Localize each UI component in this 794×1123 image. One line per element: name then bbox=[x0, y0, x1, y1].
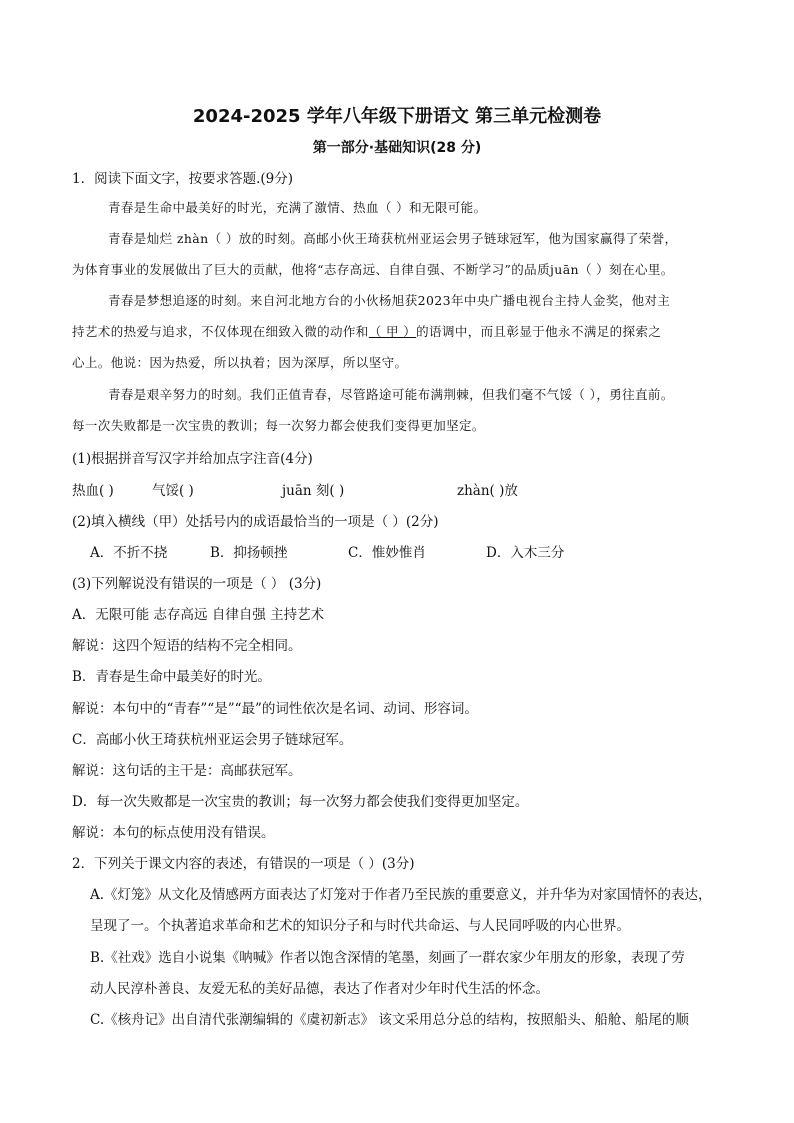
passage-paragraph-2-line-2: 为体育事业的发展做出了巨大的贡献，他将“志存高远、自律自强、不断学习”的品质juān（ ）刻在心里。 bbox=[72, 262, 674, 277]
section-heading: 第一部分·基础知识(28 分) bbox=[312, 140, 482, 156]
option-c: C．惟妙惟肖 bbox=[348, 545, 426, 561]
explanation-d: 解说：本句的标点使用没有错误。 bbox=[72, 825, 275, 841]
q2-option-c-line-1: C.《核舟记》出自清代张潮编辑的《虞初新志》 该文采用总分总的结构，按照船头、船舱、船尾的顺 bbox=[90, 1012, 689, 1028]
passage-paragraph-3-line-2 bbox=[72, 322, 661, 340]
fill-blank-item: juān 刻( ) bbox=[282, 483, 345, 499]
fill-blank-item: 气馁( ) bbox=[152, 483, 194, 499]
question-1-stem: 1．阅读下面文字，按要求答题.(9分) bbox=[72, 171, 294, 187]
q2-option-a-line-2: 呈现了一。个执著追求革命和艺术的知识分子和与时代共命运、与人民同呼吸的内心世界。 bbox=[90, 918, 630, 934]
q2-option-b-line-2: 动人民淳朴善良、友爱无私的美好品德，表达了作者对少年时代生活的怀念。 bbox=[90, 981, 549, 997]
sub-question-1: (1)根据拼音写汉字并给加点字注音(4分) bbox=[72, 451, 313, 467]
option-d-text: D．每一次失败都是一次宝贵的教训；每一次努力都会使我们变得更加坚定。 bbox=[72, 794, 529, 810]
option-a-text: A．无限可能 志存高远 自律自强 主持艺术 bbox=[72, 607, 325, 623]
explanation-a: 解说：这四个短语的结构不完全相同。 bbox=[72, 638, 302, 654]
passage-paragraph-2-line-1: 青春是灿烂 zhàn（ ）放的时刻。高邮小伙王琦获杭州亚运会男子链球冠军，他为国家赢得了荣誉， bbox=[108, 231, 678, 246]
fill-blank-item: 热血( ) bbox=[72, 483, 114, 499]
option-d: D．入木三分 bbox=[486, 545, 565, 561]
option-c-text: C．高邮小伙王琦获杭州亚运会男子链球冠军。 bbox=[72, 732, 353, 748]
fill-blank-item: zhàn( )放 bbox=[457, 483, 518, 499]
passage-text: 的语调中，而且彰显于他永不满足的探索之 bbox=[416, 324, 662, 339]
explanation-c: 解说：这句话的主干是：高邮获冠军。 bbox=[72, 763, 302, 779]
option-a: A．不折不挠 bbox=[90, 545, 168, 561]
options-row bbox=[90, 541, 564, 561]
q2-option-a-line-1: A.《灯笼》从文化及情感两方面表达了灯笼对于作者乃至民族的重要意义，并升华为对家国情怀的表达， bbox=[90, 887, 712, 903]
q2-option-b-line-1: B.《社戏》选自小说集《呐喊》作者以饱含深情的笔墨，刻画了一群农家少年朋友的形象，表现了劳 bbox=[90, 950, 685, 966]
explanation-b: 解说：本句中的“青春”“是”“最”的词性依次是名词、动词、形容词。 bbox=[72, 701, 478, 717]
sub-question-3: (3)下列解说没有错误的一项是（ ） (3分) bbox=[72, 576, 322, 592]
passage-paragraph-1: 青春是生命中最美好的时光，充满了激情、热血（ ）和无限可能。 bbox=[108, 200, 487, 215]
passage-text: 持艺术的热爱与追求，不仅体现在细致入微的动作和 bbox=[72, 324, 369, 339]
fill-blank-row bbox=[72, 479, 518, 499]
question-2-stem: 2．下列关于课文内容的表述，有错误的一项是（ ）(3分) bbox=[72, 856, 415, 872]
option-b-text: B．青春是生命中最美好的时光。 bbox=[72, 669, 271, 685]
sub-question-2: (2)填入横线（甲）处括号内的成语最恰当的一项是（ ）(2分) bbox=[72, 514, 439, 530]
page-title: 2024-2025 学年八年级下册语文 第三单元检测卷 bbox=[192, 106, 602, 127]
blank-jia-marker: （ 甲 ） bbox=[368, 324, 417, 339]
passage-paragraph-3-line-3: 心上。他说：因为热爱，所以执着；因为深厚，所以坚守。 bbox=[72, 355, 408, 370]
option-b: B．抑扬顿挫 bbox=[210, 545, 288, 561]
passage-paragraph-4-line-1: 青春是艰辛努力的时刻。我们正值青春，尽管路途可能布满荆棘，但我们毫不气馁（ ），勇往直前。 bbox=[108, 387, 674, 402]
passage-paragraph-4-line-2: 每一次失败都是一次宝贵的教训；每一次努力都会使我们变得更加坚定。 bbox=[72, 418, 485, 433]
passage-paragraph-3-line-1: 青春是梦想追逐的时刻。来自河北地方台的小伙杨旭获2023年中央广播电视台主持人金奖，他对主 bbox=[108, 293, 671, 308]
